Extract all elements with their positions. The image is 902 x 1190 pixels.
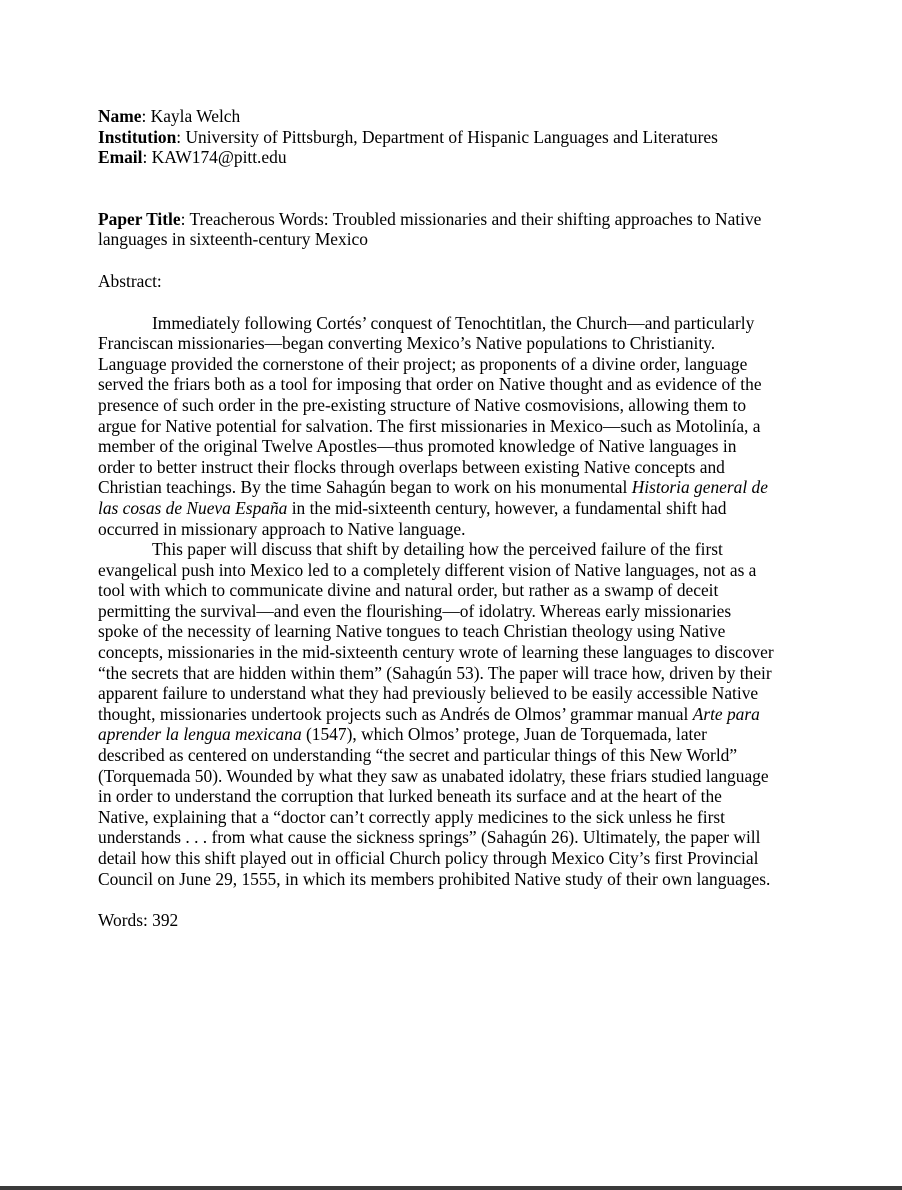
p2-line: in order to understand the corruption that lurked beneath its surface and at the heart of the [98,786,722,807]
title-text-1: : Treacherous Words: Troubled missionaries and their shifting approaches to Native [180,208,762,229]
institution-label: Institution [98,126,177,147]
abstract-paragraph-2 [98,539,814,889]
p1-line: presence of such order in the pre-existing structure of Native cosmovisions, allowing them to [98,394,747,415]
p2-line: spoke of the necessity of learning Native tongues to teach Christian theology using Native [98,621,726,642]
title-line-1 [98,209,814,230]
p2-text: (1547), which Olmos’ protege, Juan de Torquemada, later [301,724,707,745]
p1-line: argue for Native potential for salvation. The first missionaries in Mexico—such as Motolinía, a [98,415,761,436]
p2-line: permitting the survival—and even the flourishing—of idolatry. Whereas early missionaries [98,600,732,621]
email-value: : KAW174@pitt.edu [142,147,287,168]
p2-line: (Torquemada 50). Wounded by what they saw as unabated idolatry, these friars studied language [98,765,769,786]
p2-line: apparent failure to understand what they had previously believed to be easily accessible Native [98,683,759,704]
p2-line: detail how this shift played out in official Church policy through Mexico City’s first Provincial [98,848,759,868]
p2-line: understands . . . from what cause the sickness springs” (Sahagún 26). Ultimately, the paper will [98,827,761,848]
author-info [98,106,814,168]
p1-line [98,498,814,519]
p2-line: described as centered on understanding “the secret and particular things of this New World” [98,745,738,766]
book-title-italic: Arte para [692,703,760,724]
p2-line [98,724,814,745]
paper-title [98,209,814,250]
email-line [98,147,814,168]
p1-line: Language provided the cornerstone of their project; as proponents of a divine order, language [98,353,748,374]
document-page [98,106,814,931]
p2-line: This paper will discuss that shift by detailing how the perceived failure of the first [152,539,723,560]
p2-line: Council on June 29, 1555, in which its members prohibited Native study of their own languages. [98,868,771,889]
name-line [98,106,814,127]
p2-line [98,704,814,725]
book-title-italic: Historia general de [631,477,768,498]
p2-line: “the secrets that are hidden within them” (Sahagún 53). The paper will trace how, driven by their [98,662,772,683]
p1-line: Franciscan missionaries—began converting Mexico’s Native populations to Christianity. [98,333,716,354]
word-count: Words: 392 [98,910,179,931]
title-line-2: languages in sixteenth-century Mexico [98,229,368,250]
p2-line: Native, explaining that a “doctor can’t correctly apply medicines to the sick unless he first [98,806,725,827]
abstract-label: Abstract: [98,270,162,291]
p1-line: served the friars both as a tool for imposing that order on Native thought and as evidence of the [98,374,762,395]
p1-text: Christian teachings. By the time Sahagún began to work on his monumental [98,477,632,498]
title-label: Paper Title [98,208,181,229]
name-label: Name [98,106,142,126]
window-bottom-edge [0,1186,902,1190]
institution-line [98,127,814,148]
p1-line: member of the original Twelve Apostles—thus promoted knowledge of Native languages in [98,436,737,457]
book-title-italic: las cosas de Nueva España [98,497,288,518]
abstract-paragraph-1 [98,313,814,540]
p2-line: tool with which to communicate divine and natural order, but rather as a swamp of deceit [98,580,719,601]
abstract-body [98,313,814,890]
p1-line: order to better instruct their flocks through overlaps between existing Native concepts and [98,456,725,477]
p1-line: Immediately following Cortés’ conquest of Tenochtitlan, the Church—and particularly [152,312,755,333]
p1-line: occurred in missionary approach to Native language. [98,518,466,539]
p1-line [98,477,814,498]
institution-value: : University of Pittsburgh, Department of Hispanic Languages and Literatures [176,126,718,147]
p2-text: thought, missionaries undertook projects such as Andrés de Olmos’ grammar manual [98,703,693,724]
p2-line: evangelical push into Mexico led to a completely different vision of Native languages, not as a [98,559,757,580]
p2-line: concepts, missionaries in the mid-sixteenth century wrote of learning these languages to discover [98,642,774,663]
book-title-italic: aprender la lengua mexicana [98,724,302,745]
name-value: : Kayla Welch [141,106,241,126]
email-label: Email [98,147,143,168]
p1-text: in the mid-sixteenth century, however, a fundamental shift had [287,497,727,518]
